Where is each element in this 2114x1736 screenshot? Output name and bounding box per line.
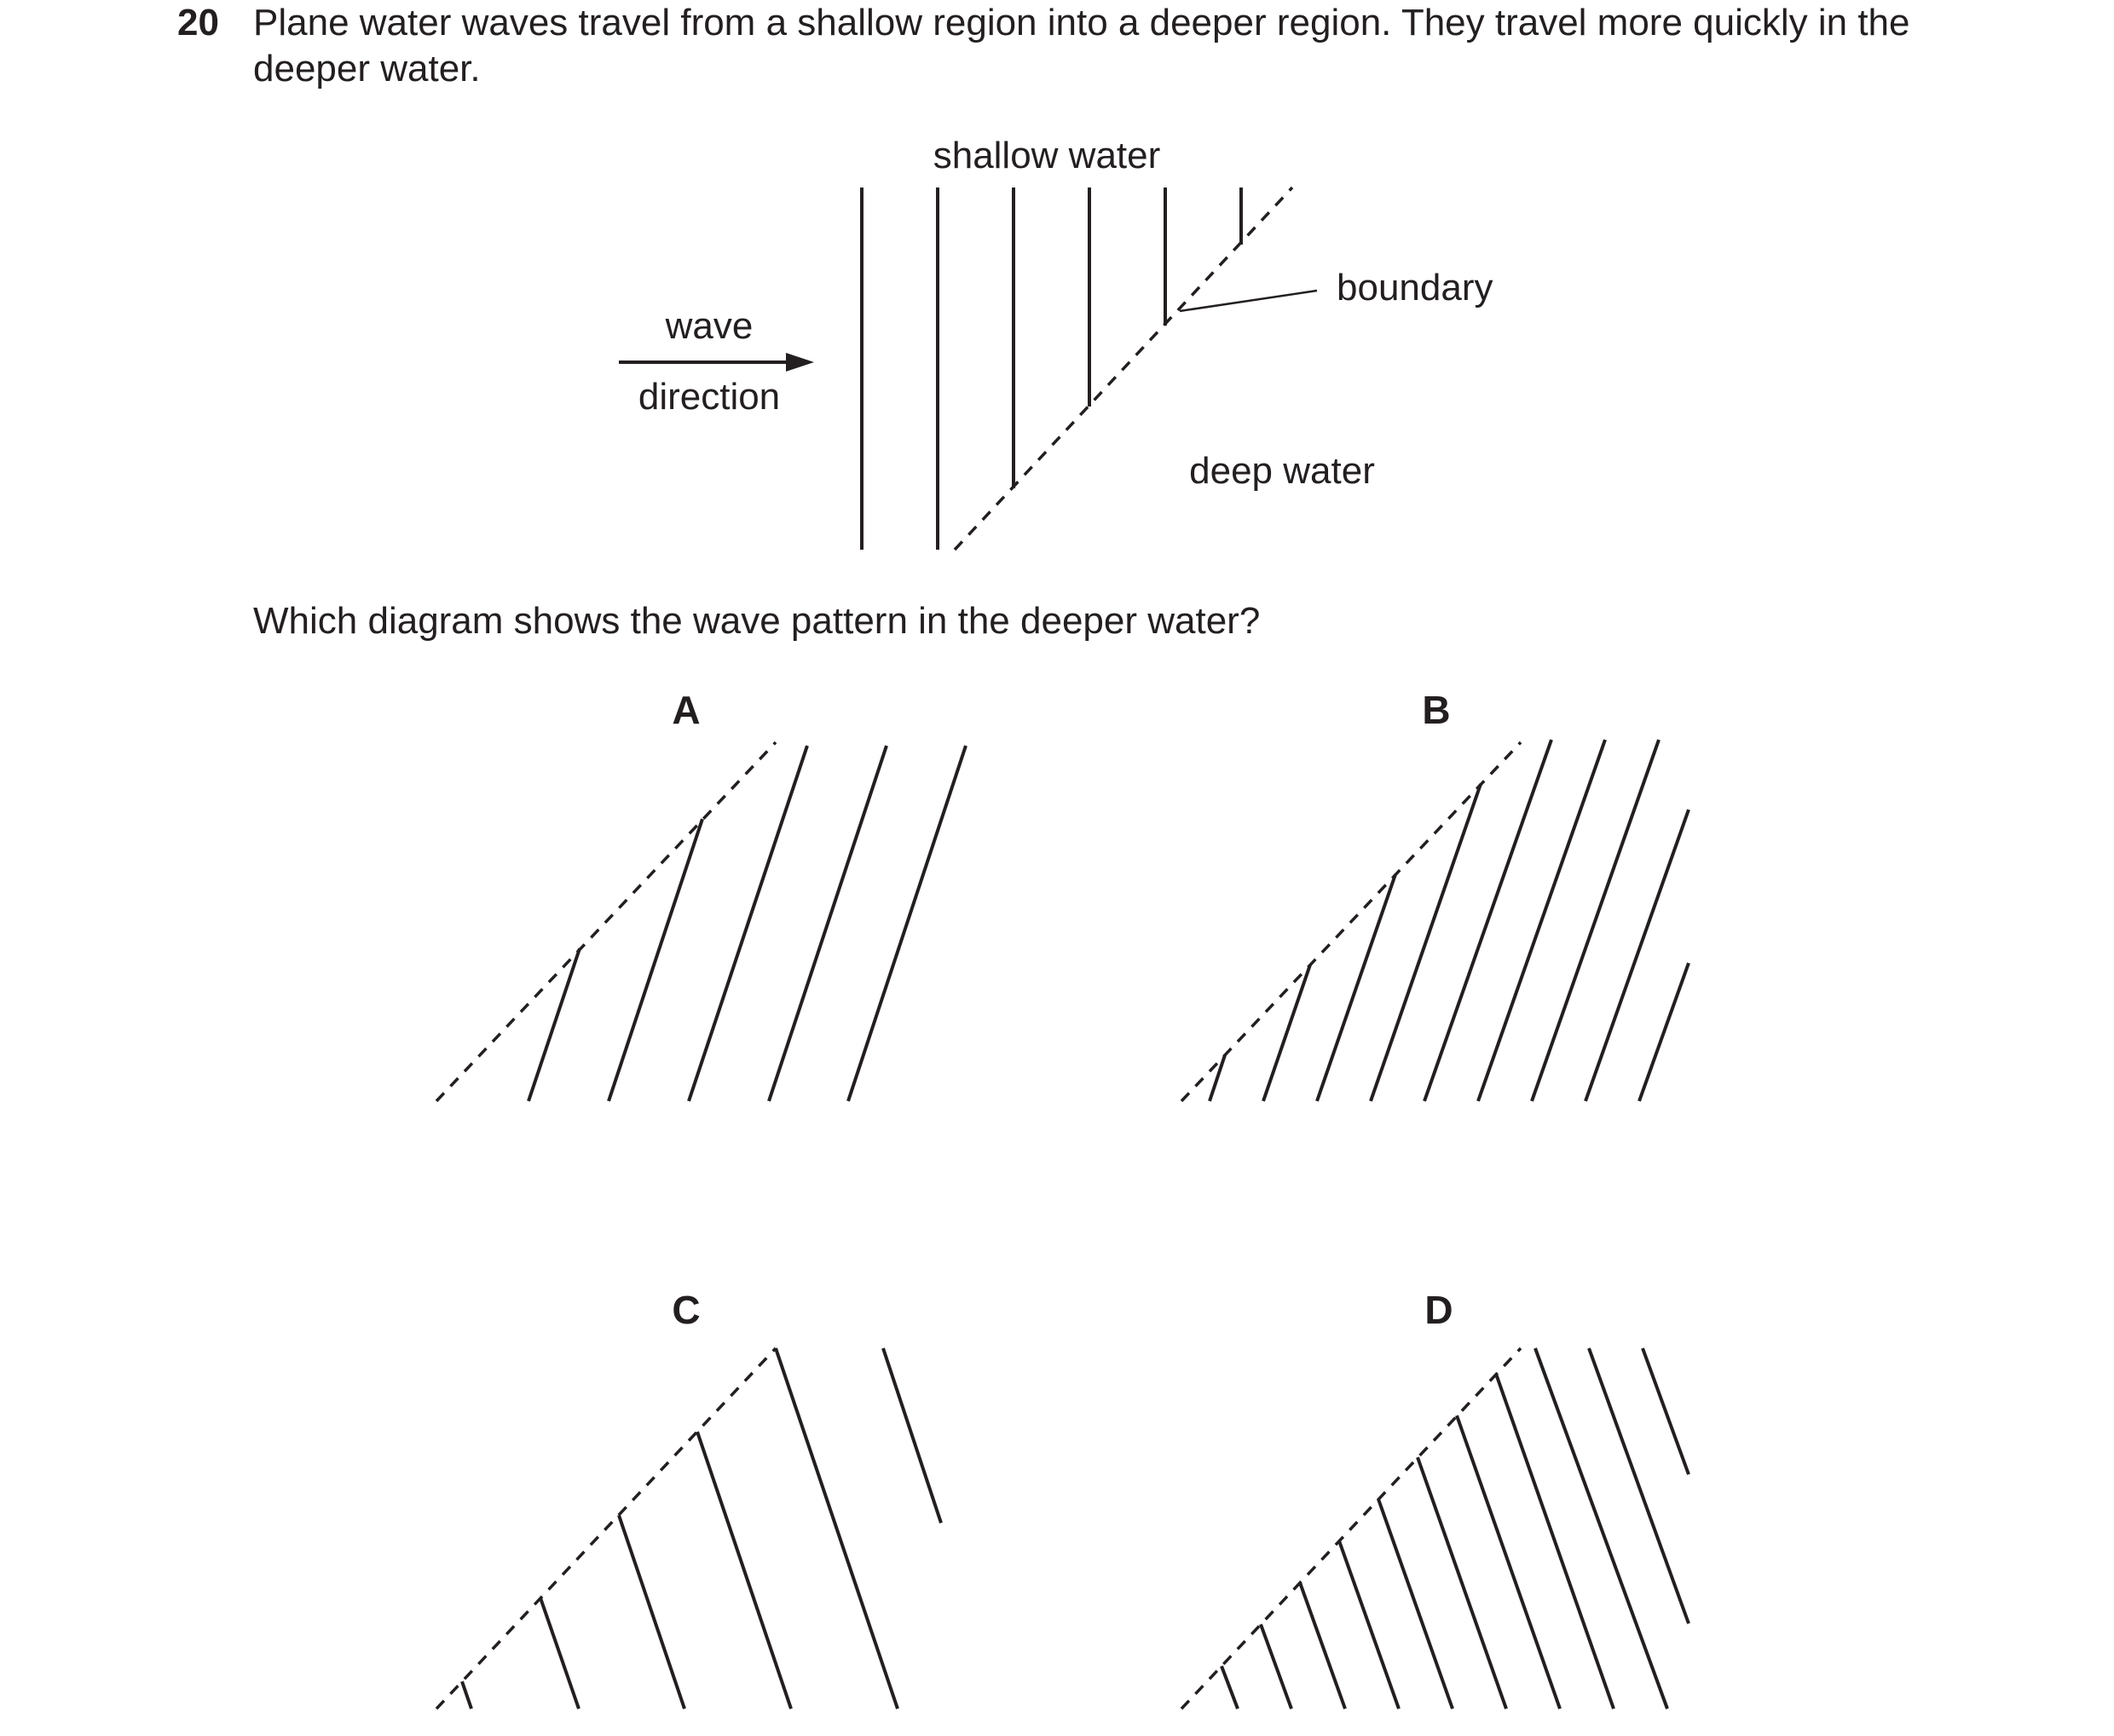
question-number: 20 xyxy=(177,2,219,43)
deep-wavefront xyxy=(619,1515,684,1709)
deep-wavefront xyxy=(1496,1374,1614,1709)
question-prompt: Which diagram shows the wave pattern in the deeper water? xyxy=(253,600,1261,642)
deep-wavefront xyxy=(528,949,580,1101)
label-direction: direction xyxy=(638,376,781,418)
deep-wavefront xyxy=(1478,740,1605,1101)
deep-wavefront xyxy=(1532,740,1659,1101)
option-a-diagram[interactable] xyxy=(436,688,966,1101)
deep-wavefront xyxy=(1418,1457,1506,1709)
deep-wavefront xyxy=(1222,1666,1238,1709)
label-deep-water: deep water xyxy=(1189,450,1375,492)
deep-wavefront xyxy=(1457,1416,1560,1709)
boundary-line xyxy=(436,1348,776,1709)
option-b-diagram[interactable] xyxy=(1181,688,1689,1101)
boundary-line xyxy=(436,742,776,1101)
option-b-label: B xyxy=(1422,688,1451,732)
label-boundary: boundary xyxy=(1337,267,1493,309)
boundary-leader-line xyxy=(1180,291,1317,311)
deep-wavefront xyxy=(1261,1624,1291,1709)
option-d-diagram[interactable] xyxy=(1181,1288,1689,1709)
boundary-line xyxy=(1181,742,1521,1101)
deep-wavefront xyxy=(1535,1348,1667,1709)
deep-wavefront xyxy=(769,746,887,1101)
deep-wavefront xyxy=(1643,1348,1689,1474)
deep-wavefront xyxy=(848,746,966,1101)
deep-wavefront xyxy=(1424,740,1551,1101)
option-a-label: A xyxy=(672,688,701,732)
deep-wavefront xyxy=(1371,784,1481,1101)
question-text: Plane water waves travel from a shallow region into a deeper region. They travel more quickly in the deeper water. xyxy=(253,2,1910,89)
deep-wavefront xyxy=(1263,965,1310,1101)
label-shallow-water: shallow water xyxy=(933,135,1161,176)
option-c-label: C xyxy=(672,1288,701,1332)
main-diagram xyxy=(619,135,1493,550)
deep-wavefront xyxy=(1639,963,1689,1101)
option-d-label: D xyxy=(1424,1288,1453,1332)
deep-wavefront xyxy=(540,1598,579,1709)
deep-wavefront xyxy=(776,1348,898,1709)
label-wave: wave xyxy=(665,305,754,347)
deep-wavefront xyxy=(1586,810,1689,1101)
deep-wavefront xyxy=(689,746,807,1101)
deep-wavefront xyxy=(1378,1499,1453,1709)
deep-wavefront xyxy=(883,1348,941,1523)
deep-wavefront xyxy=(1589,1348,1689,1624)
deep-wavefront xyxy=(609,819,702,1101)
deep-wavefront xyxy=(1339,1541,1399,1709)
deep-wavefront xyxy=(697,1432,791,1709)
option-c-diagram[interactable] xyxy=(436,1288,941,1709)
deep-wavefront xyxy=(1210,1055,1225,1101)
deep-wavefront xyxy=(462,1681,471,1709)
wave-direction-arrowhead xyxy=(786,353,814,372)
deep-wavefront xyxy=(1300,1583,1345,1709)
boundary-line xyxy=(1181,1348,1521,1709)
